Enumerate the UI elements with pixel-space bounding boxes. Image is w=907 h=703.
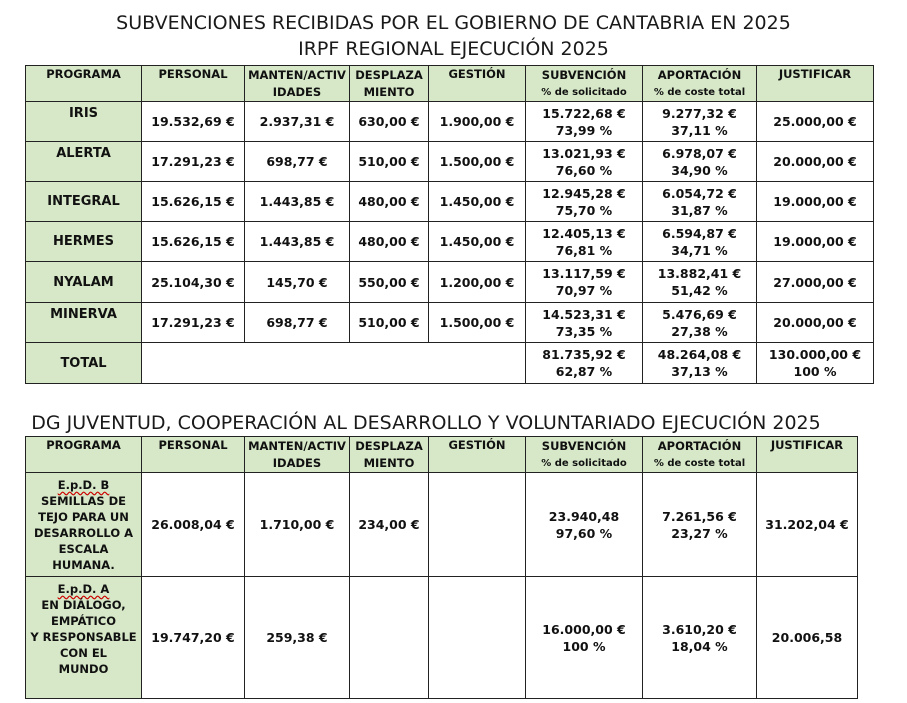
program-name-line: EN DIÁLOGO, (41, 598, 126, 612)
header-subvencion-1: SUBVENCIÓN (541, 439, 627, 453)
total-justificar-cell-line-2: 100 % (793, 364, 837, 379)
subvencion-cell-line-2: 73,99 % (555, 122, 613, 138)
desplaza-cell (350, 577, 429, 699)
header-personal: PERSONAL (142, 437, 245, 473)
aportacion-cell-line-2: 34,90 % (671, 162, 728, 178)
total-aportacion-cell-line-2: 37,13 % (671, 364, 728, 379)
aportacion-cell-line-1: 6.054,72 € (662, 185, 737, 201)
subvencion-cell (526, 303, 643, 343)
total-empty-cell (142, 343, 526, 384)
desplaza-cell: 480,00 € (350, 182, 429, 222)
subvencion-cell (526, 222, 643, 262)
program-name-line: EMPÁTICO (50, 614, 117, 628)
personal-cell: 19.747,20 € (142, 577, 245, 699)
desplaza-cell: 510,00 € (350, 303, 429, 343)
table-row (26, 142, 874, 182)
aportacion-cell-line-1: 9.277,32 € (662, 105, 737, 121)
manten-cell: 698,77 € (245, 303, 350, 343)
aportacion-cell (643, 222, 757, 262)
juventud-table (25, 436, 858, 699)
justificar-cell: 19.000,00 € (757, 182, 874, 222)
manten-cell: 259,38 € (245, 577, 350, 699)
aportacion-cell (643, 102, 757, 142)
header-desplaza-1: DESPLAZA (355, 68, 423, 82)
gestion-cell: 1.450,00 € (429, 182, 526, 222)
header-subvencion (526, 437, 643, 473)
header-aportacion (643, 437, 757, 473)
personal-cell: 19.532,69 € (142, 102, 245, 142)
programa-cell: ALERTA (26, 142, 142, 182)
programa-cell: MINERVA (26, 303, 142, 343)
header-aportacion-1: APORTACIÓN (657, 68, 742, 82)
personal-cell: 17.291,23 € (142, 303, 245, 343)
total-subvencion-cell-line-2: 62,87 % (555, 364, 613, 379)
sub-title: IRPF REGIONAL EJECUCIÓN 2025 (298, 38, 609, 60)
subvencion-cell-line-1: 15.722,68 € (542, 105, 626, 121)
programa-cell (26, 473, 142, 577)
program-name-line: SEMILLAS DE (40, 494, 127, 508)
gestion-cell: 1.200,00 € (429, 262, 526, 303)
aportacion-cell (643, 303, 757, 343)
personal-cell: 17.291,23 € (142, 142, 245, 182)
total-aportacion-cell-line-1: 48.264,08 € (657, 347, 742, 362)
program-name-line: MUNDO (58, 662, 109, 676)
manten-cell: 145,70 € (245, 262, 350, 303)
justificar-cell: 27.000,00 € (757, 262, 874, 303)
justificar-cell: 20.000,00 € (757, 142, 874, 182)
aportacion-cell-line-1: 7.261,56 € (662, 508, 737, 524)
aportacion-cell-line-2: 37,11 % (671, 122, 728, 138)
subvencion-cell-line-1: 14.523,31 € (542, 306, 626, 322)
justificar-cell: 20.006,58 (757, 577, 858, 699)
header-desplaza (350, 437, 429, 473)
program-name-line: DESARROLLO A (34, 526, 133, 540)
aportacion-cell (643, 577, 757, 699)
personal-cell: 26.008,04 € (142, 473, 245, 577)
total-aportacion-cell (643, 343, 757, 384)
table-row (26, 473, 858, 577)
manten-cell: 1.443,85 € (245, 222, 350, 262)
juventud-title: DG JUVENTUD, COOPERACIÓN AL DESARROLLO Y VOLUNTARIADO EJECUCIÓN 2025 (31, 412, 821, 434)
subvencion-cell-line-1: 13.021,93 € (542, 145, 626, 161)
aportacion-cell-line-2: 34,71 % (671, 242, 728, 258)
aportacion-cell (643, 473, 757, 577)
desplaza-cell: 550,00 € (350, 262, 429, 303)
programa-cell: HERMES (26, 222, 142, 262)
subvencion-cell-line-2: 75,70 % (555, 202, 613, 218)
total-subvencion-cell-line-1: 81.735,92 € (542, 347, 626, 362)
header-manten-2: IDADES (272, 85, 322, 99)
header-aportacion-2: % de coste total (653, 458, 746, 469)
aportacion-cell-line-1: 5.476,69 € (662, 306, 737, 322)
justificar-cell: 20.000,00 € (757, 303, 874, 343)
header-gestion: GESTIÓN (429, 66, 526, 102)
program-code: E.p.D. B (57, 478, 110, 492)
subvencion-cell-line-1: 12.945,28 € (542, 185, 626, 201)
header-personal: PERSONAL (142, 66, 245, 102)
total-justificar-cell (757, 343, 874, 384)
programa-cell: INTEGRAL (26, 182, 142, 222)
subvencion-cell (526, 182, 643, 222)
program-name-line: Y RESPONSABLE (30, 630, 137, 644)
header-subvencion-2: % de solicitado (541, 458, 627, 469)
aportacion-cell-line-1: 6.594,87 € (662, 225, 737, 241)
header-justificar: JUSTIFICAR (757, 66, 874, 102)
subvencion-cell (526, 102, 643, 142)
gestion-cell: 1.900,00 € (429, 102, 526, 142)
gestion-cell: 1.500,00 € (429, 303, 526, 343)
subvencion-cell-line-1: 12.405,13 € (542, 225, 626, 241)
program-name-line: TEJO PARA UN (38, 510, 129, 524)
header-aportacion (643, 66, 757, 102)
subvencion-cell-line-2: 76,81 % (555, 242, 613, 258)
header-gestion: GESTIÓN (429, 437, 526, 473)
program-code: E.p.D. A (57, 582, 110, 596)
table-row (26, 182, 874, 222)
header-desplaza-2: MIENTO (363, 456, 415, 470)
header-aportacion-2: % de coste total (653, 87, 746, 98)
subvencion-cell-line-2: 73,35 % (555, 323, 613, 339)
header-manten (245, 437, 350, 473)
desplaza-cell: 510,00 € (350, 142, 429, 182)
header-programa: PROGRAMA (26, 437, 142, 473)
aportacion-cell-line-1: 3.610,20 € (662, 621, 737, 637)
header-manten-1: MANTEN/ACTIV (248, 439, 346, 453)
subvencion-cell-line-1: 16.000,00 € (542, 621, 626, 637)
subvencion-cell-line-2: 70,97 % (555, 283, 613, 298)
table-row (26, 262, 874, 303)
aportacion-cell-line-2: 23,27 % (671, 525, 728, 541)
subvencion-cell (526, 473, 643, 577)
table-row (26, 303, 874, 343)
manten-cell: 2.937,31 € (245, 102, 350, 142)
header-desplaza (350, 66, 429, 102)
gestion-cell: 1.500,00 € (429, 142, 526, 182)
header-subvencion-1: SUBVENCIÓN (541, 68, 627, 82)
manten-cell: 1.710,00 € (245, 473, 350, 577)
desplaza-cell: 480,00 € (350, 222, 429, 262)
aportacion-cell-line-1: 13.882,41 € (657, 266, 742, 281)
aportacion-cell-line-2: 31,87 % (671, 202, 728, 218)
header-row (26, 66, 874, 102)
irpf-table (25, 65, 874, 384)
total-row (26, 343, 874, 384)
header-manten-2: IDADES (272, 456, 322, 470)
subvencion-cell-line-2: 76,60 % (555, 162, 613, 178)
subvencion-cell (526, 577, 643, 699)
desplaza-cell: 630,00 € (350, 102, 429, 142)
total-justificar-cell-line-1: 130.000,00 € (768, 347, 862, 362)
gestion-cell (429, 577, 526, 699)
manten-cell: 698,77 € (245, 142, 350, 182)
program-name-line: HUMANA. (52, 558, 115, 572)
justificar-cell: 31.202,04 € (757, 473, 858, 577)
aportacion-cell-line-2: 51,42 % (671, 283, 728, 298)
justificar-cell: 25.000,00 € (757, 102, 874, 142)
personal-cell: 15.626,15 € (142, 222, 245, 262)
subvencion-cell-line-1: 23.940,48 (548, 508, 620, 524)
header-desplaza-1: DESPLAZA (355, 439, 423, 453)
subvencion-cell-line-2: 97,60 % (555, 525, 613, 541)
total-label: TOTAL (26, 343, 142, 384)
programa-cell: IRIS (26, 102, 142, 142)
subvencion-cell-line-2: 100 % (562, 638, 606, 654)
programa-cell: NYALAM (26, 262, 142, 303)
subvencion-cell (526, 142, 643, 182)
table-row (26, 577, 858, 699)
manten-cell: 1.443,85 € (245, 182, 350, 222)
header-aportacion-1: APORTACIÓN (657, 439, 742, 453)
aportacion-cell (643, 182, 757, 222)
aportacion-cell (643, 142, 757, 182)
total-subvencion-cell (526, 343, 643, 384)
table-row (26, 102, 874, 142)
header-manten (245, 66, 350, 102)
program-name-line: CON EL (59, 646, 108, 660)
subvencion-cell-line-1: 13.117,59 € (542, 266, 626, 281)
aportacion-cell-line-2: 27,38 % (671, 323, 728, 339)
header-programa: PROGRAMA (26, 66, 142, 102)
header-row (26, 437, 858, 473)
aportacion-cell-line-1: 6.978,07 € (662, 145, 737, 161)
table-row (26, 222, 874, 262)
subvencion-cell (526, 262, 643, 303)
header-justificar: JUSTIFICAR (757, 437, 858, 473)
header-subvencion-2: % de solicitado (541, 87, 627, 98)
header-subvencion (526, 66, 643, 102)
justificar-cell: 19.000,00 € (757, 222, 874, 262)
gestion-cell: 1.450,00 € (429, 222, 526, 262)
program-name-line: ESCALA (58, 542, 109, 556)
header-manten-1: MANTEN/ACTIV (248, 68, 346, 82)
header-desplaza-2: MIENTO (363, 85, 415, 99)
programa-cell (26, 577, 142, 699)
aportacion-cell-line-2: 18,04 % (671, 638, 728, 654)
personal-cell: 25.104,30 € (142, 262, 245, 303)
main-title: SUBVENCIONES RECIBIDAS POR EL GOBIERNO DE CANTABRIA EN 2025 (116, 12, 791, 34)
aportacion-cell (643, 262, 757, 303)
gestion-cell (429, 473, 526, 577)
desplaza-cell: 234,00 € (350, 473, 429, 577)
personal-cell: 15.626,15 € (142, 182, 245, 222)
